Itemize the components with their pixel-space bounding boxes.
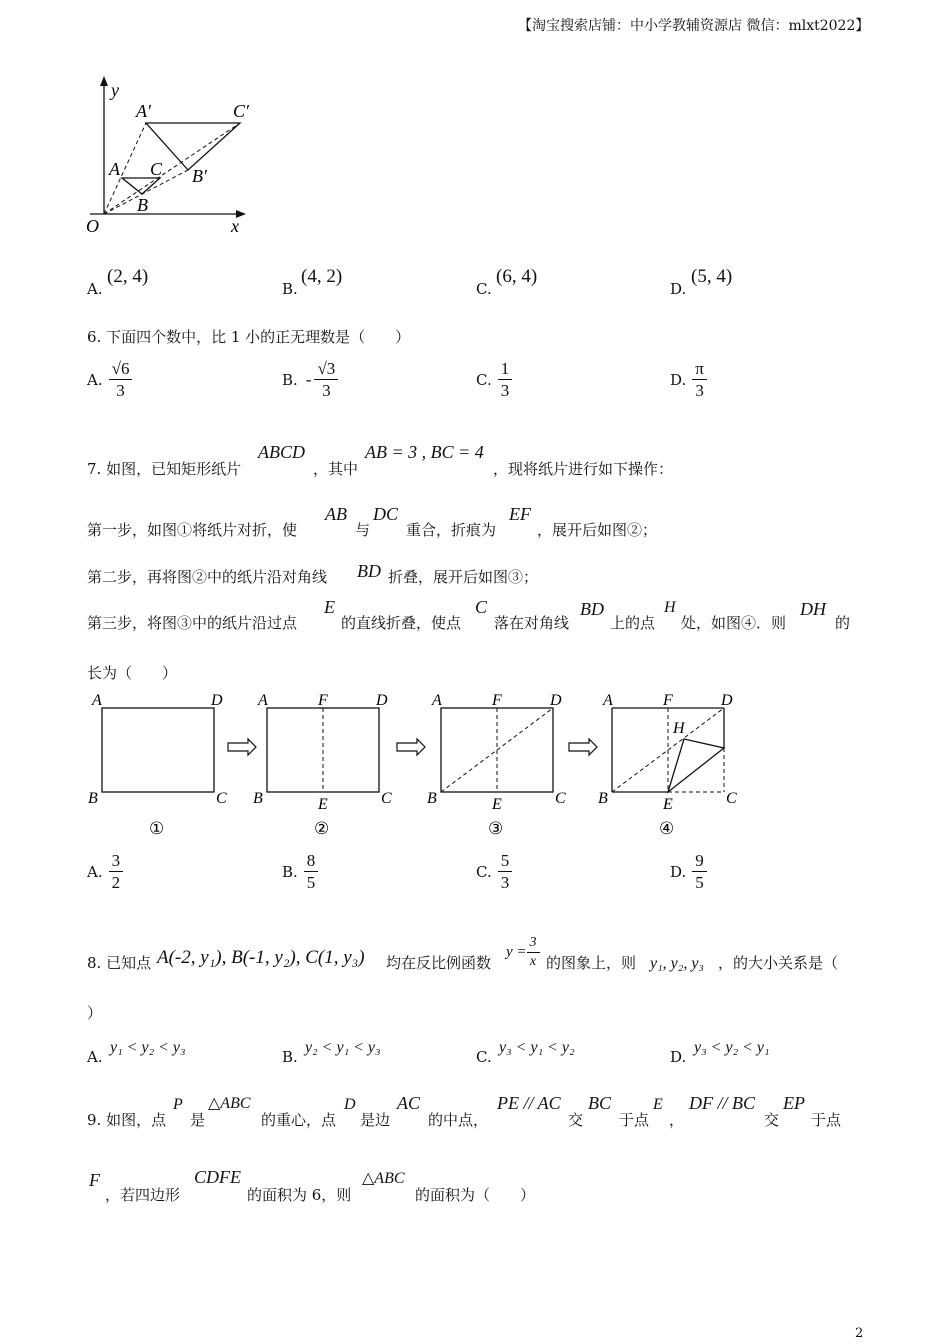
fig4-label-h: H: [673, 720, 685, 737]
q7-step1-d: ，展开后如图②；: [537, 521, 658, 539]
caption-2: ②: [314, 819, 330, 838]
numerator: π: [692, 360, 707, 380]
numerator: 9: [692, 852, 707, 872]
denominator: 3: [500, 873, 510, 892]
q7-folding-figures: [84, 686, 754, 842]
fraction: [498, 360, 513, 399]
q7-abcd: ABCD: [258, 442, 305, 462]
fig1-label-b: B: [88, 790, 98, 807]
fig2-label-e: E: [318, 796, 328, 813]
q7-stem-b: ，其中: [313, 460, 359, 478]
fig4-label-d: D: [721, 692, 733, 709]
q6-stem: 6. 下面四个数中，比 1 小的正无理数是（ ）: [87, 328, 411, 346]
page-number: 2: [855, 1326, 864, 1341]
q8-stem-e: ）: [87, 1004, 103, 1022]
fig3-label-f: F: [492, 692, 502, 709]
q9-triangle: △ABC: [208, 1095, 251, 1112]
numerator: 1: [498, 360, 513, 380]
denominator: 3: [322, 381, 331, 400]
option-letter: D.: [670, 862, 687, 881]
label-a: A: [109, 159, 120, 179]
q6-option-d[interactable]: [670, 360, 707, 399]
fig1-label-c: C: [216, 790, 227, 807]
fig3-label-b: B: [427, 790, 437, 807]
q7-option-a[interactable]: [87, 852, 123, 891]
fraction: [692, 852, 707, 891]
fig3-label-a: A: [432, 692, 442, 709]
q7-step3-g: 长为（ ）: [87, 664, 178, 682]
q7-stem-c: ，现将纸片进行如下操作：: [493, 460, 674, 478]
q5-option-a-value: (2, 4): [107, 266, 149, 287]
q9-cdfe: CDFE: [194, 1167, 241, 1187]
q7-step1-c: 重合，折痕为: [406, 521, 497, 539]
fig2-label-f: F: [318, 692, 328, 709]
fraction: [109, 360, 133, 399]
q6-option-c[interactable]: [476, 360, 512, 399]
q9-p: P: [173, 1096, 183, 1113]
label-b-prime: B′: [192, 166, 207, 186]
option-letter: B.: [282, 370, 298, 389]
label-a-prime: A′: [136, 101, 151, 121]
q8-option-c-value: y₃ < y₁ < y₂: [499, 1039, 575, 1056]
q9-e: E: [653, 1096, 663, 1113]
q8-option-d-value: y₃ < y₂ < y₁: [694, 1039, 770, 1056]
q9-stem-c: 的重心，点: [261, 1111, 337, 1129]
q9-stem-h: ，: [669, 1111, 685, 1129]
q5-option-a[interactable]: [87, 280, 103, 298]
numerator: 3: [527, 936, 540, 953]
denominator: 3: [500, 381, 510, 400]
q9-stem-g: 于点: [619, 1111, 650, 1129]
caption-3: ③: [488, 819, 504, 838]
q5-option-b-value: (4, 2): [301, 266, 343, 287]
q7-h: H: [664, 599, 676, 616]
q8-option-c[interactable]: [476, 1048, 492, 1066]
q8-stem-c: 的图象上，则: [546, 954, 637, 972]
option-letter: C.: [476, 280, 492, 298]
q7-option-d[interactable]: [670, 852, 707, 891]
label-x: x: [231, 216, 239, 236]
q8-option-a-value: y₁ < y₂ < y₃: [110, 1039, 186, 1056]
fraction: [304, 852, 319, 891]
q8-option-d[interactable]: [670, 1048, 686, 1066]
q8-points: A(-2, y₁), B(-1, y₂), C(1, y₃): [157, 947, 365, 968]
fig1-label-a: A: [92, 692, 102, 709]
label-c: C: [150, 159, 163, 179]
label-b: B: [137, 195, 148, 215]
q7-ab-bc: AB = 3 , BC = 4: [365, 442, 484, 462]
q9-stem-j: 于点: [811, 1111, 842, 1129]
denominator: 5: [306, 873, 316, 892]
q8-option-a[interactable]: [87, 1048, 103, 1066]
label-y: y: [111, 80, 119, 100]
q8-function: [506, 936, 540, 969]
q9-ac: AC: [397, 1093, 421, 1113]
q5-option-d-value: (5, 4): [691, 266, 733, 287]
fig4-label-f: F: [663, 692, 673, 709]
q7-step2-a: 第二步，再将图②中的纸片沿对角线: [87, 568, 328, 586]
option-letter: A.: [87, 1048, 103, 1066]
q7-e: E: [324, 597, 335, 617]
q8-stem-b: 均在反比例函数: [386, 954, 492, 972]
numerator: 8: [304, 852, 319, 872]
numerator: 5: [498, 852, 513, 872]
q9-stem-k: ，若四边形: [105, 1186, 181, 1204]
label-c-prime: C′: [233, 101, 249, 121]
fig2-label-c: C: [381, 790, 392, 807]
fraction: [109, 852, 124, 891]
fig3-label-c: C: [555, 790, 566, 807]
caption-4: ④: [659, 819, 675, 838]
numerator: √6: [109, 360, 133, 380]
denominator: x: [529, 954, 537, 969]
numerator: 3: [109, 852, 124, 872]
q7-step3-b: 的直线折叠，使点: [341, 614, 462, 632]
q6-option-a[interactable]: [87, 360, 132, 399]
q9-d: D: [344, 1096, 356, 1113]
minus-sign: -: [305, 369, 312, 389]
option-letter: A.: [87, 370, 103, 389]
q5-option-d[interactable]: [670, 280, 686, 298]
q5-option-c-value: (6, 4): [496, 266, 538, 287]
q7-step3-f: 的: [835, 614, 851, 632]
q9-df-parallel-bc: DF // BC: [689, 1093, 755, 1113]
fraction: [498, 852, 513, 891]
q6-option-b[interactable]: [282, 360, 338, 399]
fig2-label-d: D: [376, 692, 388, 709]
option-letter: B.: [282, 280, 298, 298]
q7-step3-d: 上的点: [610, 614, 656, 632]
fig3-label-e: E: [492, 796, 502, 813]
q7-option-b[interactable]: [282, 852, 318, 891]
q9-stem-d: 是边: [360, 1111, 391, 1129]
q5-option-b[interactable]: [282, 280, 298, 298]
q9-stem-b: 是: [190, 1111, 206, 1129]
label-o: O: [86, 216, 99, 236]
denominator: 5: [695, 873, 704, 892]
q7-step1-b: 与: [355, 521, 371, 539]
q7-option-c[interactable]: [476, 852, 512, 891]
q9-triangle-2: △ABC: [362, 1170, 405, 1187]
fraction: [314, 360, 338, 399]
option-letter: D.: [670, 370, 687, 389]
fig4-label-a: A: [603, 692, 613, 709]
denominator: 2: [111, 873, 121, 892]
option-letter: C.: [476, 1048, 492, 1066]
fig4-label-c: C: [726, 790, 737, 807]
q8-option-b[interactable]: [282, 1048, 298, 1066]
caption-1: ①: [149, 819, 165, 838]
denominator: 3: [695, 381, 704, 400]
function-lhs: y =: [506, 944, 527, 960]
option-letter: C.: [476, 862, 492, 881]
numerator: √3: [314, 360, 338, 380]
option-letter: B.: [282, 862, 298, 881]
q7-step2-b: 折叠，展开后如图③；: [388, 568, 539, 586]
denominator: 3: [116, 381, 125, 400]
q9-bc: BC: [588, 1093, 612, 1113]
q5-option-c[interactable]: [476, 280, 492, 298]
fig4-label-e: E: [663, 796, 673, 813]
q7-step3-e: 处，如图④．则: [681, 614, 787, 632]
fig3-label-d: D: [550, 692, 562, 709]
q7-bd-2: BD: [580, 599, 604, 619]
q8-ys: y₁, y₂, y₃: [650, 955, 704, 972]
q9-stem-l: 的面积为 6，则: [247, 1186, 352, 1204]
option-letter: D.: [670, 1048, 687, 1066]
option-letter: D.: [670, 280, 687, 298]
coordinate-figure: [80, 72, 260, 242]
q9-f: F: [89, 1170, 100, 1190]
q7-ab: AB: [325, 504, 347, 524]
fraction: [527, 936, 540, 969]
fig2-label-b: B: [253, 790, 263, 807]
q8-option-b-value: y₂ < y₁ < y₃: [305, 1039, 381, 1056]
q7-ef: EF: [509, 504, 531, 524]
q7-c: C: [475, 597, 488, 617]
option-letter: C.: [476, 370, 492, 389]
q7-step1-a: 第一步，如图①将纸片对折，使: [87, 521, 298, 539]
q9-pe-parallel-ac: PE // AC: [497, 1093, 561, 1113]
q7-step3-a: 第三步，将图③中的纸片沿过点: [87, 614, 298, 632]
fig2-label-a: A: [258, 692, 268, 709]
q9-stem-f: 交: [568, 1111, 584, 1129]
header-shop-note: 【淘宝搜索店铺：中小学教辅资源店 微信：mlxt2022】: [518, 18, 870, 34]
q9-stem-a: 9. 如图，点: [87, 1111, 167, 1129]
fig1-label-d: D: [211, 692, 223, 709]
option-letter: A.: [87, 862, 103, 881]
fig4-label-b: B: [598, 790, 608, 807]
q9-stem-m: 的面积为（ ）: [415, 1186, 536, 1204]
q9-ep: EP: [783, 1093, 805, 1113]
q7-dc: DC: [373, 504, 399, 524]
q8-stem-a: 8. 已知点: [87, 954, 152, 972]
option-letter: B.: [282, 1048, 298, 1066]
fraction: [692, 360, 707, 399]
q7-stem-a: 7. 如图，已知矩形纸片: [87, 460, 242, 478]
q9-stem-i: 交: [764, 1111, 780, 1129]
option-letter: A.: [87, 280, 103, 298]
q8-stem-d: ，的大小关系是（: [718, 954, 839, 972]
q7-bd: BD: [357, 561, 381, 581]
q7-dh: DH: [800, 599, 826, 619]
q7-step3-c: 落在对角线: [494, 614, 570, 632]
q9-stem-e: 的中点，: [428, 1111, 489, 1129]
